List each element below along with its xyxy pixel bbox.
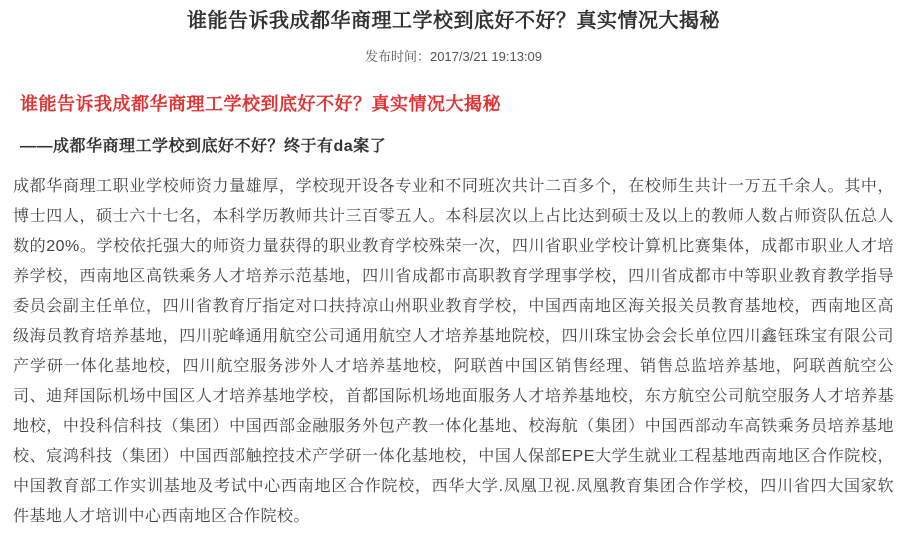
article-red-heading: 谁能告诉我成都华商理工学校到底好不好？真实情况大揭秘 — [20, 94, 501, 114]
article-body-paragraph: 成都华商理工职业学校师资力量雄厚，学校现开设各专业和不同班次共计二百多个，在校师生共计一万五千余人。其中，博士四人，硕士六十七名，本科学历教师共计三百零五人。本科层次以上占比达到硕士及以上的教师人数占师资队伍总人数的20%。学校依托强大的师资力量获得的职业教育学校殊荣一次，四川省职业学校计算机比赛集体，成都市职业人才培养学校，西南地区高铁乘务人才培养示范基地，四川省成都市高职教育学理事学校，四川省成都市中等职业教育教学指导委员会副主任单位，四川省教育厅指定对口扶持凉山州职业教育学校，中国西南地区海关报关员教育基地校，西南地区高级海员教育培养基地，四川驼峰通用航空公司通用航空人才培养基地院校，四川珠宝协会会长单位四川鑫钰珠宝有限公司产学研一体化基地校，四川航空服务涉外人才培养基地校，阿联酋中国区销售经理、销售总监培养基地，阿联酋航空公司、迪拜国际机场中国区人才培养基地学校，首都国际机场地面服务人才培养基地校，东方航空公司航空服务人才培养基地校，中投科信科技（集团）中国西部金融服务外包产教一体化基地、校海航（集团）中国西部动车高铁乘务员培养基地校、宸鸿科技（集团）中国西部触控技术产学研一体化基地校，中国人保部EPE大学生就业工程基地西南地区合作院校，中国教育部工作实训基地及考试中心西南地区合作院校，西华大学.凤凰卫视.凤凰教育集团合作学校，四川省四大国家软件基地人才培训中心西南地区合作院校。 — [13, 178, 894, 525]
publish-time-value: 2017/3/21 19:13:09 — [429, 49, 543, 64]
publish-time-label: 发布时间： — [364, 49, 430, 64]
publish-time-line — [0, 48, 907, 66]
page-title: 谁能告诉我成都华商理工学校到底好不好？真实情况大揭秘 — [187, 10, 720, 32]
article-subheading: ——成都华商理工学校到底好不好？终于有da案了 — [20, 138, 387, 155]
